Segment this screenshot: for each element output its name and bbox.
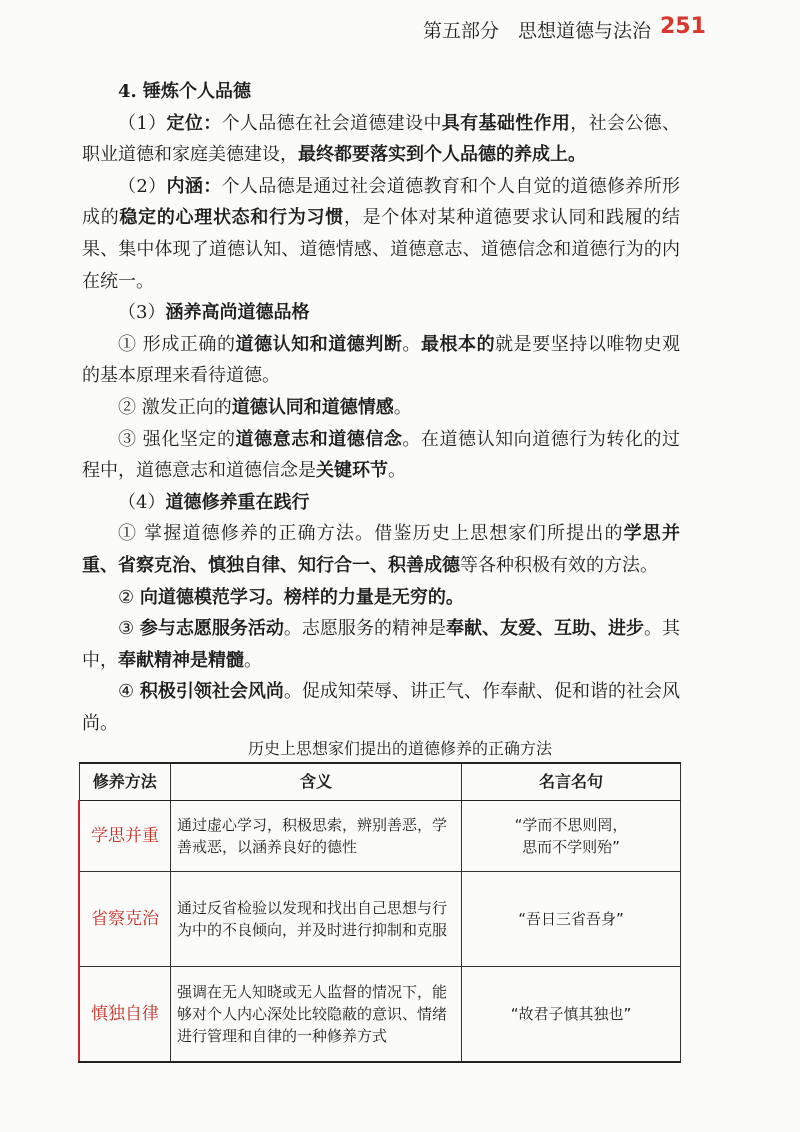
bold-text: 积极引领社会风尚 [139,681,284,703]
paragraph-p5 [82,392,680,424]
bold-text: 向道德模范学习。榜样的力量是无穷的。 [139,586,464,608]
bold-text: 道德意志和道德信念 [235,428,403,450]
text-run: ，社会公德、职业道德和家庭美德建设， [82,112,681,166]
text-run: ，是个体对某种道德要求认同和践履的结果、集中体现了道德认知、道德情感、道德意志、道德信念和道德行为的内在统一。 [82,207,681,292]
text-run: （2） [118,175,167,197]
text-run: 。其中， [82,618,681,671]
quote-line: “故君子慎其独也” [510,1005,632,1023]
text-run: ③ [118,618,140,640]
bold-text: 涵养高尚道德品格 [165,302,310,324]
section-heading: 4. 锤炼个人品德 [118,81,252,102]
text-run: ② 激发正向的 [118,396,232,418]
table-header-row [79,763,681,801]
text-run: （3） [118,302,166,324]
quote-cell [462,801,681,872]
col-header-quote: 名言名句 [462,763,681,801]
bold-text: 道德认同和道德情感 [231,396,394,418]
bold-text: 最根本的 [420,333,496,355]
table-row [79,872,681,967]
text-run: （4） [118,491,166,513]
quote-cell [462,872,681,967]
table-caption: 历史上思想家们提出的道德修养的正确方法 [247,739,552,758]
text-run: 。在道德认知向道德行为转化的过程中，道德意志和道德信念是 [82,428,681,482]
paragraph-p3 [82,297,680,329]
text-run: ① 掌握道德修养的正确方法。借鉴历史上思想家们所提出的 [118,523,624,545]
paragraph-list [82,108,680,740]
text-run: 个人品德在社会道德建设中 [221,112,442,134]
text-run: 等各种积极有效的方法。 [460,554,658,576]
methods-table [78,762,681,1063]
text-run: 。 [402,333,421,355]
bold-text: 奉献、友爱、互助、进步 [445,618,645,640]
paragraph-p2 [82,171,680,297]
text-run: 。志愿服务的精神是 [283,618,446,640]
text-run: （1） [118,112,167,134]
page-header [0,14,800,46]
text-run: 。 [388,460,406,482]
bold-text: 定位： [166,112,222,134]
bold-text: 最终都要落实到个人品德的养成上。 [298,144,586,166]
method-cell: 省察克治 [79,872,171,967]
paragraph-p6 [82,424,680,487]
quote-line: 思而不学则殆” [522,838,620,856]
bold-text: 内涵： [166,175,222,197]
text-run: ① 形成正确的 [118,333,236,355]
text-run: 就是要坚持以唯物史观的基本原理来看待道德。 [82,333,681,387]
bold-text: 关键环节 [316,460,388,482]
bold-text: 参与志愿服务活动 [139,618,284,640]
paragraph-p10 [82,613,680,676]
bold-text: 道德修养重在践行 [165,491,310,513]
paragraph-p8 [82,518,680,581]
bold-text: 学思并重、省察克治、慎独自律、知行合一、积善成德 [82,523,680,576]
method-cell: 学思并重 [79,801,171,872]
col-header-method: 修养方法 [79,763,171,801]
bold-text: 道德认知和道德判断 [235,333,403,355]
paragraph-p1 [82,108,680,171]
text-run: 。促成知荣辱、讲正气、作奉献、促和谐的社会风尚。 [82,681,681,734]
section-title: 第五部分 思想道德与法治 [423,20,652,42]
page-number: 251 [660,14,706,39]
bold-text: 奉献精神是精髓 [118,649,244,671]
quote-line: “吾日三省吾身” [518,910,624,928]
bold-text: 稳定的心理状态和行为习惯 [119,207,344,229]
meaning-cell: 通过反省检验以发现和找出自己思想与行为中的不良倾向，并及时进行抑制和克服 [171,872,462,967]
paragraph-p4 [82,329,680,392]
method-cell: 慎独自律 [79,967,171,1063]
paragraph-p7 [82,487,680,519]
text-run: 。 [393,396,412,418]
meaning-cell: 通过虚心学习，积极思索，辨别善恶，学善戒恶，以涵养良好的德性 [171,801,462,872]
paragraph-p9 [82,582,680,614]
text-run: 个人品德是通过社会道德教育和个人自觉的道德修养所形成的 [82,175,681,229]
quote-line: “学而不思则罔， [514,816,628,834]
table-row [79,801,681,872]
text-run: ④ [118,681,140,703]
col-header-meaning: 含义 [171,763,462,801]
table-row [79,967,681,1063]
quote-cell [462,967,681,1063]
meaning-cell: 强调在无人知晓或无人监督的情况下，能够对个人内心深处比较隐蔽的意识、情绪进行管理和自律的一种修养方式 [171,967,462,1063]
bold-text: 具有基础性作用 [441,112,571,134]
paragraph-p11 [82,676,680,739]
body-text [82,76,680,739]
text-run: ② [118,586,140,608]
text-run: 。 [244,649,262,671]
text-run: ③ 强化坚定的 [118,428,236,450]
